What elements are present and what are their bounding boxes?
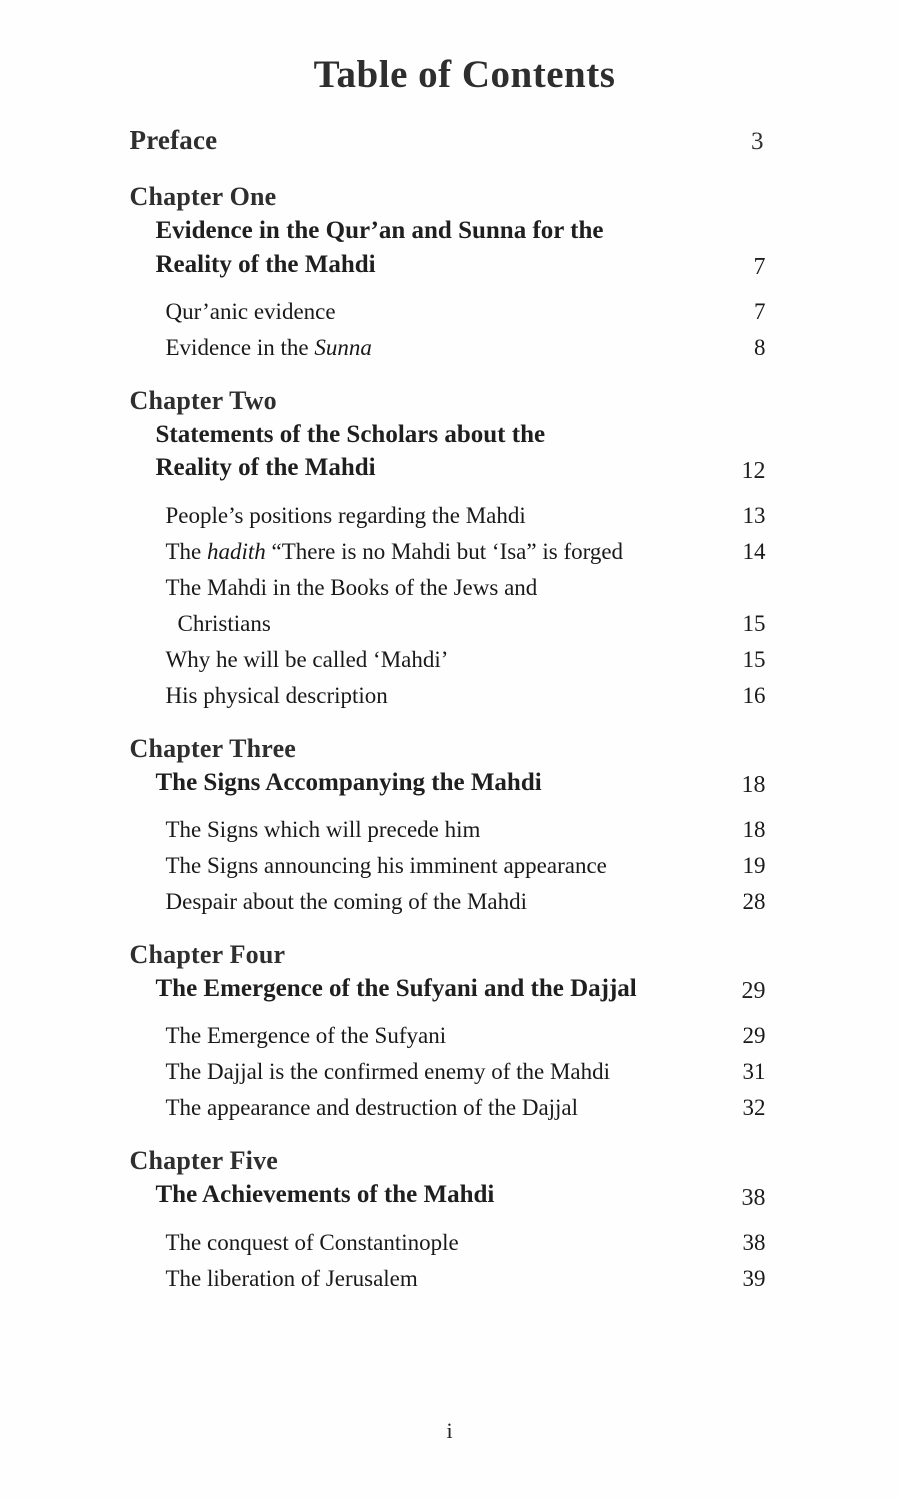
chapter-title-line-1: Statements of the Scholars about the [155, 420, 546, 448]
toc-entry-page: 16 [742, 682, 766, 708]
chapter-subentries [130, 1019, 770, 1126]
toc-entry-label: His physical description [165, 682, 388, 708]
chapter-block-four [130, 940, 770, 1126]
toc-entry-page: 32 [742, 1095, 766, 1121]
chapter-heading: Chapter One [129, 182, 277, 211]
chapter-subentries [130, 1226, 770, 1297]
toc-entry-label: Evidence in the Sunna [165, 334, 372, 360]
toc-entry-label: The appearance and destruction of the Dajjal [165, 1095, 579, 1121]
toc-entry-page: 15 [742, 610, 766, 636]
toc-entry-label: Christians [177, 610, 271, 636]
toc-entry-label: The Dajjal is the confirmed enemy of the Mahdi [165, 1059, 611, 1085]
list-item[interactable] [166, 295, 770, 330]
chapter-page: 12 [741, 457, 766, 484]
chapter-title-line-2: Reality of the Mahdi [155, 250, 376, 278]
toc-entry-page: 39 [742, 1265, 766, 1291]
chapter-page: 38 [741, 1184, 766, 1211]
toc-entry-page: 18 [742, 817, 766, 843]
chapter-title: The Signs Accompanying the Mahdi [155, 768, 542, 796]
chapter-page: 7 [753, 254, 766, 280]
list-item[interactable] [166, 499, 770, 534]
toc-entry-page: 13 [742, 502, 766, 528]
list-item-continuation[interactable] [166, 607, 770, 642]
toc-entry-label: Preface [129, 125, 218, 155]
chapter-subentries [130, 813, 770, 920]
toc-entry-page: 15 [742, 646, 766, 672]
toc-entry-page: 8 [754, 334, 766, 360]
toc-entry-page: 31 [742, 1059, 766, 1085]
chapter-title [156, 214, 740, 281]
chapter-title-row[interactable] [130, 766, 770, 800]
list-item[interactable] [166, 571, 770, 606]
toc-entry-label: The Emergence of the Sufyani [165, 1023, 447, 1049]
list-item[interactable] [166, 535, 770, 570]
list-item[interactable] [166, 331, 770, 366]
chapter-subentries [130, 295, 770, 366]
toc-entry-page: 14 [742, 538, 766, 564]
chapter-block-five [130, 1146, 770, 1296]
toc-entry-page: 19 [742, 853, 766, 879]
toc-entry-label: The Mahdi in the Books of the Jews and [165, 574, 538, 600]
toc-entry-label: The Signs which will precede him [165, 817, 481, 843]
list-item[interactable] [166, 813, 770, 848]
chapter-title [156, 418, 740, 485]
toc-entry-label: The Signs announcing his imminent appearance [165, 853, 607, 879]
chapter-title-row[interactable] [130, 214, 770, 281]
list-item[interactable] [166, 643, 770, 678]
toc-entry-page: 28 [742, 889, 766, 915]
chapter-title: The Achievements of the Mahdi [155, 1181, 495, 1209]
list-item[interactable] [166, 849, 770, 884]
chapter-title-row[interactable] [130, 972, 770, 1006]
list-item[interactable] [166, 1019, 770, 1054]
chapter-block-three [130, 734, 770, 920]
chapter-heading: Chapter Two [129, 385, 277, 415]
toc-entry-label: The hadith “There is no Mahdi but ‘Isa” is forged [165, 538, 624, 564]
chapter-page: 18 [741, 772, 766, 799]
toc-entry-label: People’s positions regarding the Mahdi [165, 502, 526, 528]
chapter-subentries [130, 499, 770, 714]
toc-entry-page: 29 [742, 1023, 766, 1049]
toc-entry-page: 7 [754, 299, 766, 324]
page-folio: i [446, 1418, 453, 1443]
list-item[interactable] [166, 885, 770, 920]
toc-entries [130, 125, 770, 1297]
list-item[interactable] [166, 679, 770, 714]
chapter-heading: Chapter Four [129, 939, 286, 969]
list-item[interactable] [166, 1091, 770, 1126]
chapter-page: 29 [741, 978, 766, 1005]
toc-entry-page: 38 [742, 1229, 766, 1255]
chapter-title-line-2: Reality of the Mahdi [155, 454, 376, 482]
chapter-heading: Chapter Three [129, 733, 297, 763]
chapter-title-row[interactable] [130, 418, 770, 485]
toc-entry-label: The liberation of Jerusalem [165, 1265, 418, 1291]
toc-entry-label: Why he will be called ‘Mahdi’ [165, 646, 449, 672]
chapter-title: The Emergence of the Sufyani and the Dajjal [155, 974, 637, 1002]
chapter-title-line-1: Evidence in the Qur’an and Sunna for the [155, 217, 604, 244]
list-item[interactable] [166, 1055, 770, 1090]
chapter-block-two [130, 386, 770, 714]
toc-entry-label: Despair about the coming of the Mahdi [165, 889, 528, 915]
list-item[interactable] [166, 1262, 770, 1297]
chapter-heading: Chapter Five [129, 1146, 279, 1176]
toc-entry-label: The conquest of Constantinople [165, 1229, 459, 1255]
list-item[interactable] [166, 1226, 770, 1261]
toc-entry-label: Qur’anic evidence [165, 299, 336, 324]
chapter-title-row[interactable] [130, 1178, 770, 1212]
page-title: Table of Contents [313, 53, 616, 96]
toc-entry-preface[interactable] [130, 125, 770, 156]
chapter-block-one [130, 182, 770, 366]
toc-entry-page: 3 [751, 128, 764, 155]
